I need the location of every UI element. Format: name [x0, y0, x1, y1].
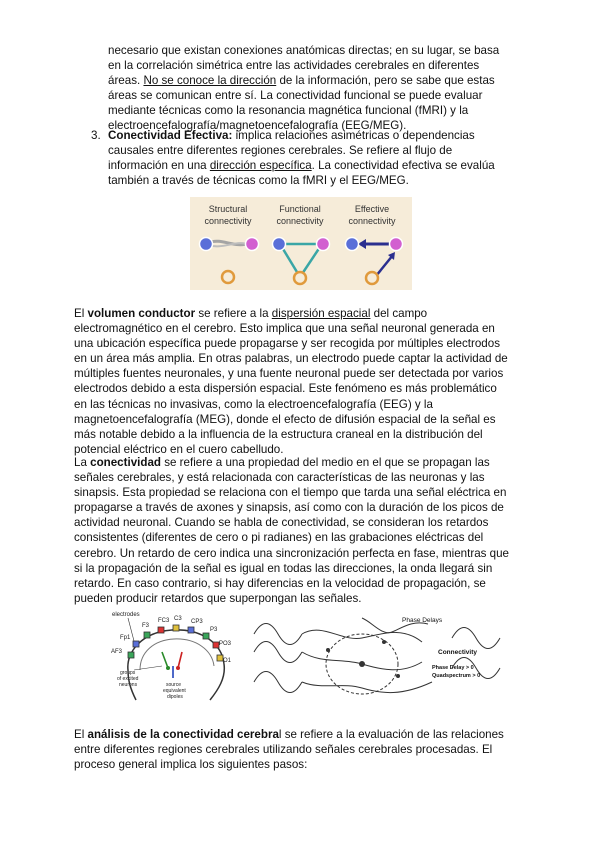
intro-line-3-start: áreas.	[108, 74, 144, 88]
volumen-line-6: electrodos debido a esta dispersión espacial. Este fenómeno es más problemático	[74, 382, 497, 396]
underlined-specific-direction: dirección específica	[209, 159, 312, 173]
volumen-line-2: electromagnético en el cerebro. Esto implica que una señal neuronal generada en	[74, 322, 495, 336]
head-electrodes-figure	[106, 608, 246, 702]
intro-line-5: mediante técnicas como la resonancia magnética funcional (fMRI) y la	[108, 104, 469, 118]
electrode-af3	[128, 652, 134, 658]
left-wave-2	[254, 642, 302, 663]
item3-line-3-start: información en una	[108, 159, 210, 173]
intro-line-6: electroencefalografía/magnetoencefalografía (EEG/MEG).	[108, 119, 407, 133]
structural-label-2: connectivity	[204, 216, 252, 226]
effective-label-1: Effective	[354, 204, 390, 214]
dipole-source-2	[176, 666, 180, 670]
effective-connectivity-item	[108, 128, 495, 188]
underlined-direction-unknown: No se conoce la dirección	[143, 74, 277, 88]
volumen-line-8: magnetoencefalografía (MEG), donde el efecto de difusión espacial de la señal es	[74, 412, 496, 426]
groups-label-2: of excited	[117, 676, 139, 682]
conect-line-1-c: se refiere a una propiedad del medio en el que se propagan las	[161, 456, 490, 469]
electrode-array	[128, 625, 223, 661]
brain-layer	[140, 639, 214, 670]
electrode-f3	[144, 632, 150, 638]
node-b	[396, 674, 400, 678]
left-wave-3	[254, 672, 302, 693]
volumen-term: volumen conductor	[87, 307, 196, 320]
node-c	[382, 640, 386, 644]
structural-node-blue	[200, 238, 213, 251]
pointer-line-2	[134, 666, 162, 670]
wave-path-3	[302, 682, 432, 693]
conect-line-10: pueden producir retardos que superpongan las señales.	[74, 591, 362, 605]
item3-line-3	[108, 158, 495, 173]
underlined-spatial-dispersion: dispersión espacial	[271, 307, 371, 320]
conect-line-4: propagarse a través de axones y sinapsis, así como con la duración de los picos de	[74, 501, 504, 515]
functional-node-orange	[294, 272, 306, 284]
connectivity-types-figure	[190, 197, 412, 290]
right-wave-1	[452, 628, 500, 649]
source-label-3: dipoles	[167, 694, 183, 700]
item3-line-4: también a través de técnicas como la fMRI y el EEG/MEG.	[108, 174, 409, 188]
quadspectrum-gt-zero: Quadspectrum > 0	[432, 673, 481, 679]
analisis-line-2: entre diferentes regiones cerebrales utilizando señales cerebrales procesadas. El	[74, 743, 493, 757]
item3-line-1	[108, 128, 495, 143]
f3-label: F3	[142, 623, 150, 629]
intro-line-3-end: de la información, pero se sabe que estas	[276, 74, 495, 88]
volumen-line-1-d: del campo	[370, 307, 428, 320]
conect-line-9: retardo. En caso contrario, si hay diferencias en la velocidad de propagación, se	[74, 576, 486, 590]
groups-label-3: neurons	[119, 682, 138, 688]
analysis-paragraph	[74, 727, 504, 772]
list-item-number-3: 3.	[91, 129, 101, 142]
cp3-label: CP3	[191, 619, 203, 625]
volumen-line-1-c: se refiere a la	[195, 307, 272, 320]
volumen-line-10: potencial eléctrico en el cuero cabelludo.	[74, 442, 284, 456]
volumen-line-1-a: El	[74, 307, 88, 320]
electrodes-label: electrodes	[112, 612, 140, 618]
analisis-line-1-a: El	[74, 728, 88, 741]
volumen-line-4: en un área más amplia. En otras palabras, un electrodo puede captar la actividad de	[74, 352, 508, 366]
wave-path-2	[302, 652, 422, 670]
dipole-arrow-2	[178, 652, 182, 668]
electrode-c3	[173, 625, 179, 631]
functional-node-blue	[273, 238, 286, 251]
intro-line-4: áreas se comunican entre sí. La conectividad funcional se puede evaluar	[108, 89, 483, 103]
fp1-label: Fp1	[120, 635, 131, 641]
p3-label: P3	[210, 627, 218, 633]
electrode-fc3	[158, 627, 164, 633]
item3-title: Conectividad Efectiva:	[108, 129, 233, 142]
conect-line-1	[74, 455, 509, 470]
phase-delay-gt-zero: Phase Delay > 0	[432, 665, 474, 671]
intro-line-3	[108, 73, 499, 88]
conectividad-term: conectividad	[90, 456, 161, 469]
source-label-2: equivalent	[163, 688, 186, 694]
effective-node-blue	[346, 238, 359, 251]
phase-delay-connectivity-figure	[252, 612, 522, 704]
conect-line-3: sinapsis. Esta propiedad se relaciona con el tiempo que tarda una señal eléctrica en	[74, 486, 507, 500]
center-source	[359, 661, 365, 667]
effective-node-pink	[390, 238, 403, 251]
node-a	[326, 648, 330, 652]
structural-node-orange	[222, 271, 234, 283]
conect-line-1-a: La	[74, 456, 91, 469]
conect-line-7: cerebro. Un retardo de cero indica una sincronización perfecta en fase, mientras que	[74, 546, 510, 560]
effective-label-2: connectivity	[348, 216, 396, 226]
phase-delays-label: Phase Delays	[402, 617, 443, 624]
electrode-fp1	[133, 641, 139, 647]
electrode-cp3	[188, 627, 194, 633]
af3-label: AF3	[111, 649, 123, 655]
left-wave-1	[254, 624, 302, 645]
connectivity-paragraph	[74, 455, 509, 606]
volumen-line-3: una ubicación específica puede propagarse y ser recogida por múltiples electrodos	[74, 337, 501, 351]
item3-line-1-rest: implica relaciones asimétricas o dependencias	[232, 129, 475, 142]
structural-node-pink	[246, 238, 259, 251]
analisis-term: análisis de la conectividad cerebra	[87, 728, 279, 741]
po3-label: PO3	[219, 641, 232, 647]
electrode-po3	[213, 642, 219, 648]
volumen-line-5: múltiples fuentes neuronales, y una fuente neuronal puede ser detectada por varios	[74, 367, 504, 381]
intro-paragraph	[108, 43, 499, 134]
fc3-label: FC3	[158, 618, 170, 624]
conect-line-2: señales cerebrales, y está relacionada con características de las neuronas y las	[74, 471, 485, 485]
electrode-p3	[203, 633, 209, 639]
electrode-o1	[217, 655, 223, 661]
item3-line-2: causales entre diferentes regiones cerebrales. Se refiere al flujo de	[108, 144, 453, 158]
conect-line-5: actividad neuronal. Cuando se habla de conectividad, se consideran los retardos	[74, 516, 489, 530]
intro-line-1: necesario que existan conexiones anatómicas directas; en su lugar, se basa	[108, 44, 500, 57]
groups-label-1: groups	[120, 670, 136, 676]
intro-line-2: en la correlación simétrica entre las actividades cerebrales en diferentes	[108, 59, 480, 73]
dipole-source-1	[166, 666, 170, 670]
volumen-line-1	[74, 306, 508, 321]
functional-label-2: connectivity	[276, 216, 324, 226]
conect-line-6: consistentes (diferentes de cero o pi radianes) en las grabaciones eléctricas del	[74, 531, 484, 545]
analisis-line-3: proceso general implica los siguientes pasos:	[74, 758, 308, 772]
volumen-line-7: en las técnicas no invasivas, como la electroencefalografía (EEG) y la	[74, 397, 433, 411]
conect-line-8: si la propagación de la señal es igual en todas las direcciones, la onda llegará sin	[74, 561, 493, 575]
functional-label-1: Functional	[279, 204, 321, 214]
source-label-1: source	[166, 682, 182, 688]
o1-label: O1	[223, 658, 232, 664]
structural-label-1: Structural	[208, 204, 248, 214]
wave-path-1	[302, 630, 422, 642]
volume-conductor-paragraph	[74, 306, 508, 457]
c3-label: C3	[174, 616, 182, 622]
dipole-arrow-1	[162, 652, 168, 668]
volumen-line-9: más notable debido a la influencia de la estructura craneal en la distribución del	[74, 427, 483, 441]
functional-node-pink	[317, 238, 330, 251]
effective-node-orange	[366, 272, 378, 284]
item3-line-3-end: . La conectividad efectiva se evalúa	[311, 159, 495, 173]
connectivity-title: Connectivity	[438, 649, 478, 656]
analisis-line-1-c: l se refiere a la evaluación de las relaciones	[278, 728, 504, 741]
analisis-line-1	[74, 727, 504, 742]
